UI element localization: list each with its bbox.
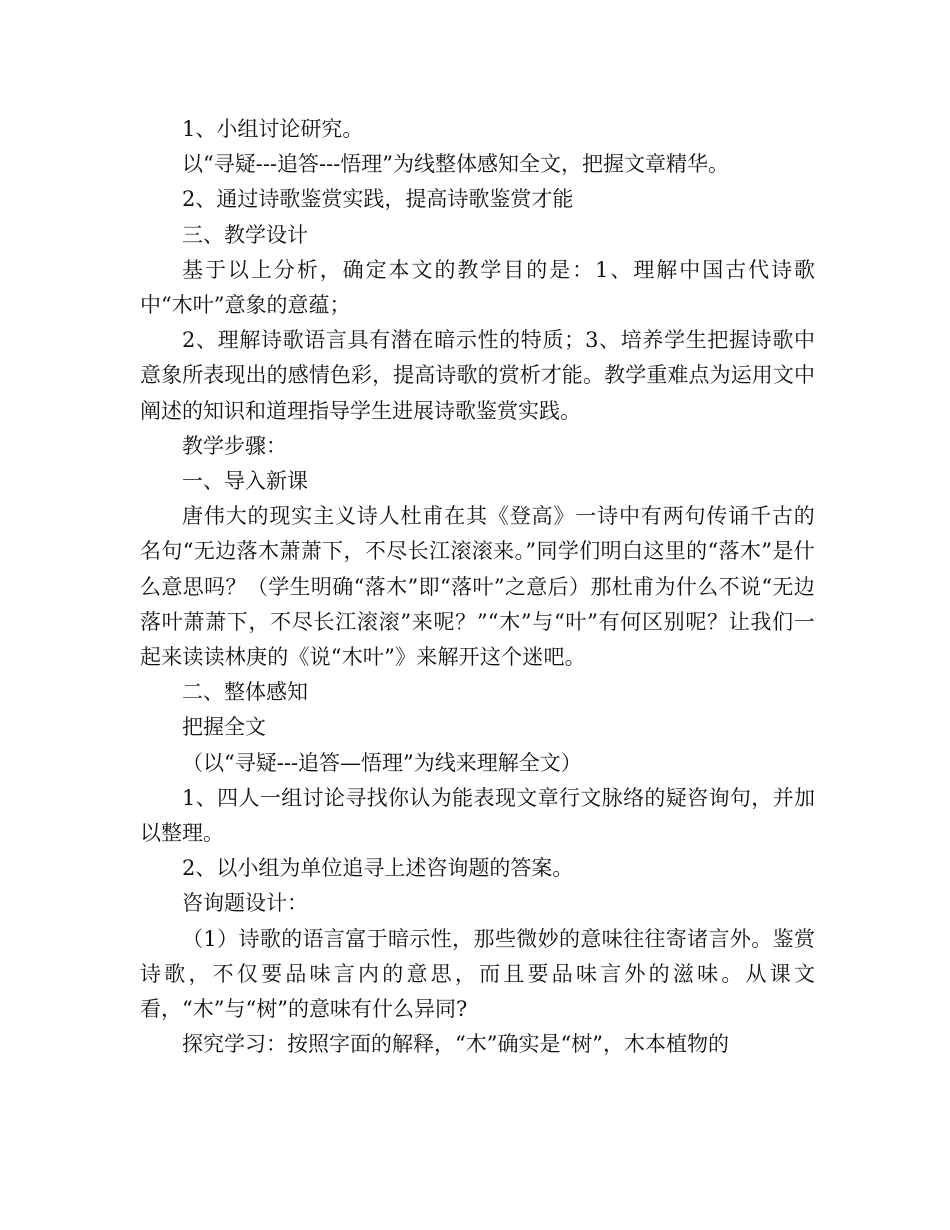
- paragraph-teaching-goals: 基于以上分析，确定本文的教学目的是：1、理解中国古代诗歌中“木叶”意象的意蕴；: [140, 257, 815, 318]
- paragraph-poetry-appreciation: 2、通过诗歌鉴赏实践，提高诗歌鉴赏才能: [182, 187, 574, 212]
- paragraph-question-design-label: 咨询题设计：: [182, 891, 308, 916]
- paragraph-group-discussion: 1、小组讨论研究。: [182, 117, 364, 141]
- paragraph-question-one: （1）诗歌的语言富于暗示性，那些微妙的意味往往寄诸言外。鉴赏诗歌，不仅要品味言内的意思，而且要品味言外的滋味。从课文看，“木”与“树”的意味有什么异同?: [140, 926, 815, 1022]
- section-heading-introduction: 一、导入新课: [182, 469, 308, 494]
- paragraph-teaching-steps-label: 教学步骤：: [182, 433, 287, 458]
- paragraph-group-answers: 2、以小组为单位追寻上述咨询题的答案。: [182, 856, 574, 881]
- paragraph-overall-perception-method: 以“寻疑---追答---悟理”为线整体感知全文，把握文章精华。: [182, 152, 730, 177]
- section-heading-teaching-design: 三、教学设计: [182, 222, 308, 247]
- paragraph-method-note: （以“寻疑---追答—悟理”为线来理解全文）: [182, 750, 582, 775]
- paragraph-teaching-goals-continued: 2、理解诗歌语言具有潜在暗示性的特质；3、培养学生把握诗歌中意象所表现出的感情色彩，提高诗歌的赏析才能。教学重难点为运用文中阐述的知识和道理指导学生进展诗歌鉴赏实践。: [140, 328, 815, 423]
- paragraph-group-of-four: 1、四人一组讨论寻找你认为能表现文章行文脉络的疑咨询句，并加以整理。: [140, 785, 815, 846]
- document-body: [140, 112, 815, 1062]
- paragraph-grasp-full-text: 把握全文: [182, 715, 266, 740]
- paragraph-introduction-text: 唐伟大的现实主义诗人杜甫在其《登高》一诗中有两句传诵千古的名句“无边落木萧萧下，不尽长江滚滚来。”同学们明白这里的“落木”是什么意思吗？（学生明确“落木”即“落叶”之意后）那杜甫为什么不说“无边落叶萧萧下，不尽长江滚滚”来呢？”“木”与“叶”有何区别呢？让我们一起来读读林庚的《说“木叶”》来解开这个迷吧。: [140, 504, 815, 670]
- paragraph-inquiry-learning: 探究学习：按照字面的解释，“木”确实是“树”，木本植物的: [182, 1032, 729, 1057]
- section-heading-overall-perception: 二、整体感知: [182, 680, 308, 705]
